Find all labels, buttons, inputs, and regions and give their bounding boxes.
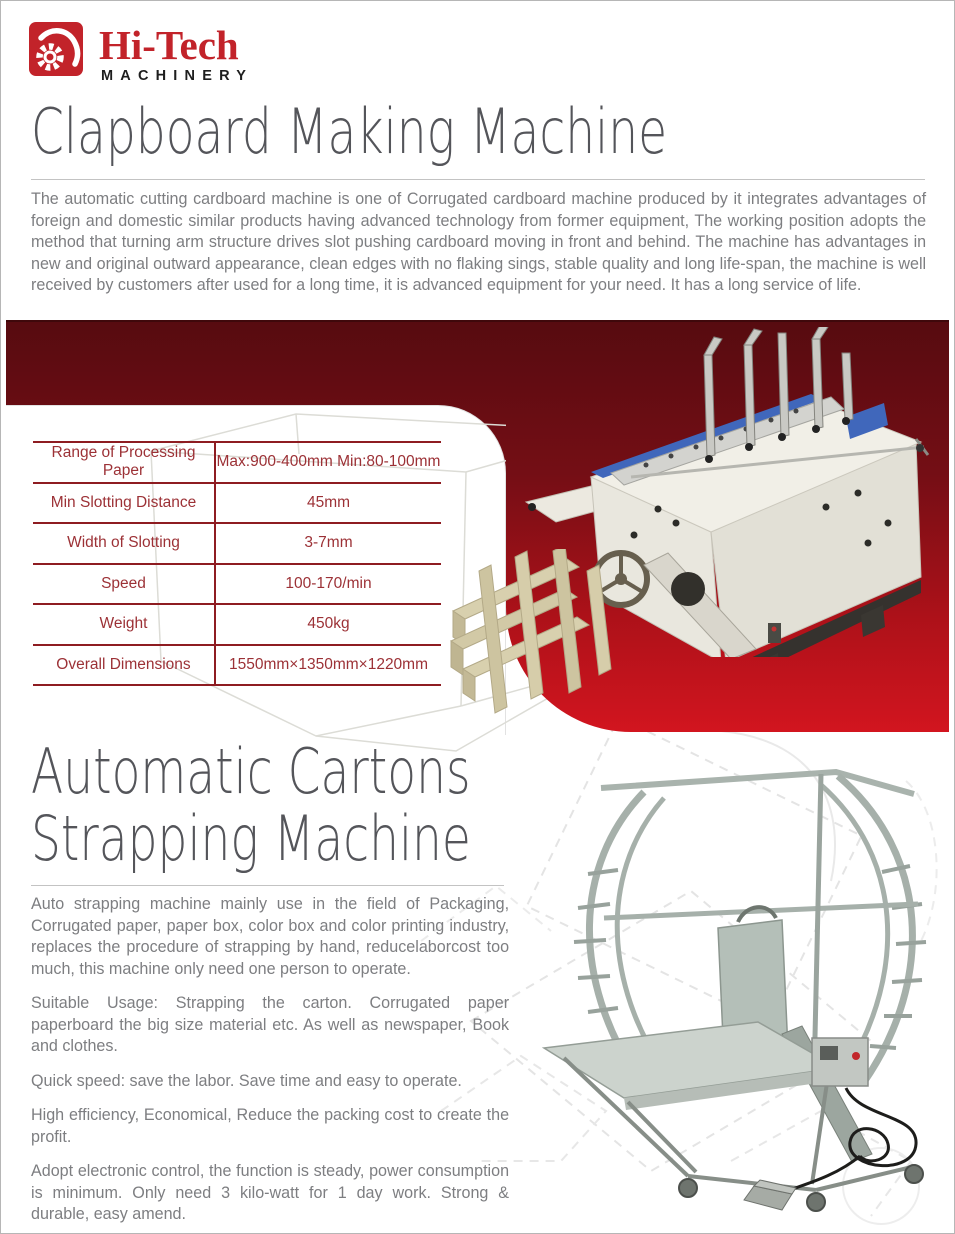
brand-name: Hi-Tech bbox=[99, 22, 239, 68]
section1-description-wrap bbox=[31, 188, 926, 296]
spec-label: Weight bbox=[33, 605, 216, 644]
spec-label: Width of Slotting bbox=[33, 524, 216, 563]
cardboard-divider-photo bbox=[449, 549, 617, 714]
spec-label: Range of Processing Paper bbox=[33, 443, 216, 482]
brand-tagline: MACHINERY bbox=[101, 68, 254, 84]
brand-text bbox=[99, 22, 253, 84]
table-row bbox=[33, 524, 441, 565]
table-row bbox=[33, 484, 441, 525]
gear-icon bbox=[29, 22, 83, 76]
spec-value: 45mm bbox=[306, 493, 351, 511]
table-row bbox=[33, 646, 441, 687]
spec-label: Overall Dimensions bbox=[33, 646, 216, 685]
section2-title-line1: Automatic Cartons bbox=[31, 735, 471, 808]
divider-line bbox=[31, 885, 504, 886]
paragraph: Auto strapping machine mainly use in the field of Packaging, Corrugated paper, paper box, color box and color printing industry, replaces the procedure of strapping by hand, reducelaborcost too much, this machine only need one person to operate. bbox=[31, 894, 510, 978]
divider-line bbox=[31, 179, 925, 180]
brand-logo bbox=[29, 22, 253, 84]
paragraph: Suitable Usage: Strapping the carton. Corrugated paper paperboard the big size material etc. As well as newspaper, Book and clothes. bbox=[31, 993, 510, 1055]
specs-table bbox=[33, 441, 441, 686]
spec-value: 450kg bbox=[307, 615, 350, 633]
paragraph: High efficiency, Economical, Reduce the packing cost to create the profit. bbox=[31, 1105, 510, 1146]
spec-value: 3-7mm bbox=[304, 534, 353, 552]
section2-title bbox=[31, 735, 471, 875]
spec-value: Max:900-400mm Min:80-100mm bbox=[216, 453, 441, 471]
section2-paragraphs bbox=[31, 893, 509, 1234]
paragraph: Adopt electronic control, the function is steady, power consumption is minimum. Only need 3 kilo-watt for 1 day work. Strong & durable, easy amend. bbox=[31, 1161, 510, 1223]
spec-label: Speed bbox=[33, 565, 216, 604]
table-row bbox=[33, 441, 441, 484]
spec-label: Min Slotting Distance bbox=[33, 484, 216, 523]
section1-description: The automatic cutting cardboard machine is one of Corrugated cardboard machine produced by it integrates advantages of foreign and domestic similar products having advanced technology from former equipment, The working position adopts the method that turning arm structure drives slot pushing cardboard moving in front and behind. The machine has advantages in new and original outward appearance, clean edges with no flaking sings, stable quality and long life-span, the machine is well received by customers after used for a long time, it is advanced equipment for your need. It has a long service of life. bbox=[31, 189, 927, 294]
table-row bbox=[33, 565, 441, 606]
spec-value: 1550mm×1350mm×1220mm bbox=[228, 655, 429, 673]
section1-title: Clapboard Making Machine bbox=[31, 95, 668, 168]
spec-value: 100-170/min bbox=[285, 574, 372, 592]
paragraph: Quick speed: save the labor. Save time and easy to operate. bbox=[31, 1070, 462, 1090]
section2-title-line2: Strapping Machine bbox=[31, 802, 471, 875]
strapping-machine-photo bbox=[516, 746, 951, 1216]
table-row bbox=[33, 605, 441, 646]
